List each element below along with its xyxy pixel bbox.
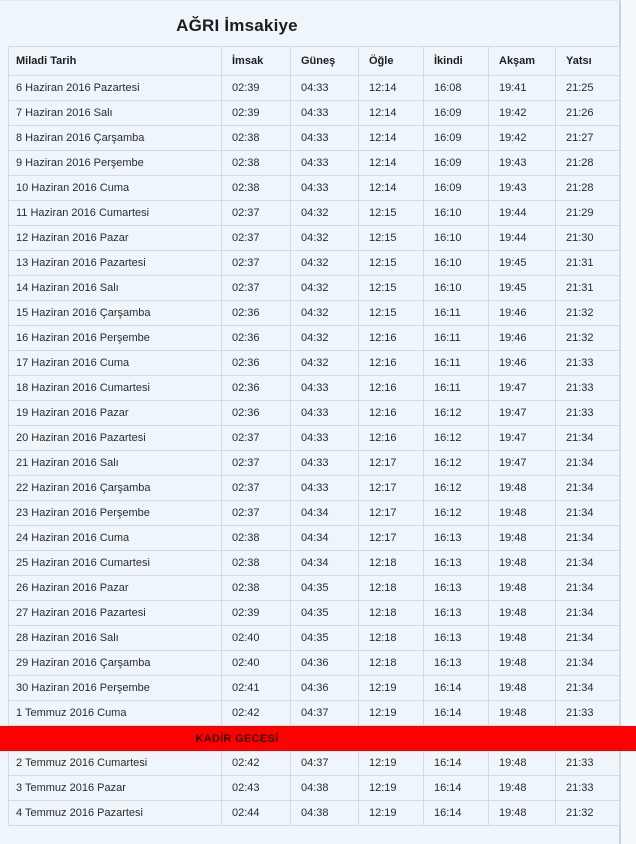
time-cell: 19:43: [489, 176, 556, 201]
time-cell: 21:34: [556, 626, 620, 651]
time-cell: 12:14: [359, 151, 424, 176]
time-cell: 19:44: [489, 201, 556, 226]
time-cell: 16:13: [424, 576, 489, 601]
column-header: Güneş: [291, 47, 359, 76]
column-header: İmsak: [222, 47, 291, 76]
time-cell: 19:48: [489, 701, 556, 726]
time-cell: 02:39: [222, 601, 291, 626]
date-cell: 30 Haziran 2016 Perşembe: [9, 676, 222, 701]
time-cell: 21:34: [556, 426, 620, 451]
time-cell: 04:33: [291, 426, 359, 451]
time-cell: 02:40: [222, 651, 291, 676]
time-cell: 19:44: [489, 226, 556, 251]
time-cell: 02:38: [222, 176, 291, 201]
time-cell: 12:16: [359, 351, 424, 376]
time-cell: 16:13: [424, 551, 489, 576]
time-cell: 16:12: [424, 476, 489, 501]
table-header-row: [9, 47, 620, 76]
time-cell: 04:35: [291, 576, 359, 601]
time-cell: 04:38: [291, 776, 359, 801]
time-cell: 12:18: [359, 601, 424, 626]
time-cell: 16:10: [424, 251, 489, 276]
time-cell: 16:11: [424, 376, 489, 401]
time-cell: 21:25: [556, 76, 620, 101]
time-cell: 12:18: [359, 626, 424, 651]
time-cell: 02:42: [222, 751, 291, 776]
time-cell: 04:37: [291, 701, 359, 726]
time-cell: 02:38: [222, 526, 291, 551]
time-cell: 02:42: [222, 701, 291, 726]
date-cell: 20 Haziran 2016 Pazartesi: [9, 426, 222, 451]
time-cell: 12:19: [359, 701, 424, 726]
table-row: [9, 226, 620, 251]
time-cell: 21:26: [556, 101, 620, 126]
time-cell: 19:48: [489, 476, 556, 501]
time-cell: 21:34: [556, 551, 620, 576]
time-cell: 04:33: [291, 451, 359, 476]
time-cell: 19:42: [489, 126, 556, 151]
time-cell: 16:10: [424, 201, 489, 226]
table-row: [9, 276, 620, 301]
time-cell: 02:37: [222, 426, 291, 451]
time-cell: 16:12: [424, 426, 489, 451]
table-row: [9, 201, 620, 226]
time-cell: 21:30: [556, 226, 620, 251]
table-row: [9, 801, 620, 826]
time-cell: 04:33: [291, 376, 359, 401]
table-row: [9, 551, 620, 576]
time-cell: 04:32: [291, 251, 359, 276]
time-cell: 21:34: [556, 576, 620, 601]
time-cell: 19:46: [489, 351, 556, 376]
time-cell: 04:37: [291, 751, 359, 776]
time-cell: 21:33: [556, 751, 620, 776]
time-cell: 16:10: [424, 276, 489, 301]
time-cell: 12:16: [359, 426, 424, 451]
time-cell: 02:37: [222, 276, 291, 301]
table-row: [9, 151, 620, 176]
time-cell: 16:12: [424, 501, 489, 526]
time-cell: 21:34: [556, 676, 620, 701]
time-cell: 02:37: [222, 251, 291, 276]
time-cell: 04:33: [291, 401, 359, 426]
time-cell: 04:33: [291, 126, 359, 151]
time-cell: 21:33: [556, 401, 620, 426]
time-cell: 02:39: [222, 76, 291, 101]
time-cell: 12:17: [359, 451, 424, 476]
date-cell: 3 Temmuz 2016 Pazar: [9, 776, 222, 801]
date-cell: 29 Haziran 2016 Çarşamba: [9, 651, 222, 676]
time-cell: 16:13: [424, 526, 489, 551]
time-cell: 19:46: [489, 301, 556, 326]
time-cell: 04:34: [291, 551, 359, 576]
table-row: [9, 326, 620, 351]
table-row: [9, 676, 620, 701]
time-cell: 19:41: [489, 76, 556, 101]
table-row: [9, 251, 620, 276]
time-cell: 21:34: [556, 526, 620, 551]
time-cell: 16:12: [424, 451, 489, 476]
date-cell: 8 Haziran 2016 Çarşamba: [9, 126, 222, 151]
time-cell: 19:47: [489, 376, 556, 401]
time-cell: 02:37: [222, 201, 291, 226]
date-cell: 21 Haziran 2016 Salı: [9, 451, 222, 476]
date-cell: 18 Haziran 2016 Cumartesi: [9, 376, 222, 401]
time-cell: 04:33: [291, 76, 359, 101]
column-header: Miladi Tarih: [9, 47, 222, 76]
time-cell: 16:11: [424, 351, 489, 376]
time-cell: 04:34: [291, 526, 359, 551]
time-cell: 02:37: [222, 226, 291, 251]
time-cell: 21:33: [556, 376, 620, 401]
time-cell: 21:34: [556, 501, 620, 526]
time-cell: 12:14: [359, 176, 424, 201]
time-cell: 04:32: [291, 276, 359, 301]
time-cell: 21:31: [556, 251, 620, 276]
time-cell: 19:48: [489, 751, 556, 776]
time-cell: 16:12: [424, 401, 489, 426]
time-cell: 02:39: [222, 101, 291, 126]
date-cell: 2 Temmuz 2016 Cumartesi: [9, 751, 222, 776]
date-cell: 27 Haziran 2016 Pazartesi: [9, 601, 222, 626]
time-cell: 21:32: [556, 301, 620, 326]
time-cell: 16:13: [424, 626, 489, 651]
time-cell: 21:33: [556, 776, 620, 801]
time-cell: 02:36: [222, 376, 291, 401]
time-cell: 02:36: [222, 301, 291, 326]
time-cell: 12:16: [359, 376, 424, 401]
date-cell: 14 Haziran 2016 Salı: [9, 276, 222, 301]
kadir-gecesi-banner: [0, 726, 636, 751]
time-cell: 16:11: [424, 326, 489, 351]
time-cell: 21:32: [556, 326, 620, 351]
time-cell: 02:37: [222, 501, 291, 526]
time-cell: 16:09: [424, 101, 489, 126]
time-cell: 02:41: [222, 676, 291, 701]
table-row: [9, 526, 620, 551]
time-cell: 02:37: [222, 451, 291, 476]
title-bar: [0, 1, 474, 46]
date-cell: 26 Haziran 2016 Pazar: [9, 576, 222, 601]
date-cell: 11 Haziran 2016 Cumartesi: [9, 201, 222, 226]
time-cell: 16:14: [424, 751, 489, 776]
time-cell: 02:36: [222, 326, 291, 351]
time-cell: 02:40: [222, 626, 291, 651]
time-cell: 02:37: [222, 476, 291, 501]
date-cell: 24 Haziran 2016 Cuma: [9, 526, 222, 551]
time-cell: 21:34: [556, 451, 620, 476]
date-cell: 28 Haziran 2016 Salı: [9, 626, 222, 651]
time-cell: 12:16: [359, 326, 424, 351]
time-cell: 12:17: [359, 526, 424, 551]
time-cell: 04:34: [291, 501, 359, 526]
date-cell: 23 Haziran 2016 Perşembe: [9, 501, 222, 526]
column-header: Akşam: [489, 47, 556, 76]
table-row: [9, 176, 620, 201]
time-cell: 19:48: [489, 801, 556, 826]
time-cell: 12:15: [359, 301, 424, 326]
time-cell: 19:45: [489, 251, 556, 276]
time-cell: 19:48: [489, 601, 556, 626]
date-cell: 16 Haziran 2016 Perşembe: [9, 326, 222, 351]
date-cell: 13 Haziran 2016 Pazartesi: [9, 251, 222, 276]
table-row: [9, 376, 620, 401]
time-cell: 04:36: [291, 676, 359, 701]
time-cell: 19:48: [489, 676, 556, 701]
date-cell: 12 Haziran 2016 Pazar: [9, 226, 222, 251]
time-cell: 12:16: [359, 401, 424, 426]
time-cell: 02:44: [222, 801, 291, 826]
table-row: [9, 751, 620, 776]
time-cell: 12:15: [359, 201, 424, 226]
time-cell: 02:43: [222, 776, 291, 801]
date-cell: 25 Haziran 2016 Cumartesi: [9, 551, 222, 576]
date-cell: 10 Haziran 2016 Cuma: [9, 176, 222, 201]
time-cell: 12:14: [359, 76, 424, 101]
time-cell: 19:48: [489, 551, 556, 576]
time-cell: 02:38: [222, 151, 291, 176]
time-cell: 04:36: [291, 651, 359, 676]
date-cell: 1 Temmuz 2016 Cuma: [9, 701, 222, 726]
time-cell: 16:14: [424, 676, 489, 701]
time-cell: 02:36: [222, 351, 291, 376]
date-cell: 15 Haziran 2016 Çarşamba: [9, 301, 222, 326]
time-cell: 02:38: [222, 576, 291, 601]
time-cell: 16:14: [424, 776, 489, 801]
time-cell: 04:35: [291, 601, 359, 626]
time-cell: 19:48: [489, 576, 556, 601]
date-cell: 4 Temmuz 2016 Pazartesi: [9, 801, 222, 826]
time-cell: 19:47: [489, 451, 556, 476]
time-cell: 12:19: [359, 751, 424, 776]
time-cell: 21:33: [556, 701, 620, 726]
time-cell: 16:09: [424, 176, 489, 201]
table-row: [9, 601, 620, 626]
time-cell: 21:31: [556, 276, 620, 301]
time-cell: 21:29: [556, 201, 620, 226]
time-cell: 16:09: [424, 151, 489, 176]
time-cell: 04:32: [291, 201, 359, 226]
time-cell: 12:19: [359, 801, 424, 826]
table-row: [9, 501, 620, 526]
time-cell: 02:38: [222, 551, 291, 576]
time-cell: 12:18: [359, 551, 424, 576]
table-row: [9, 101, 620, 126]
date-cell: 9 Haziran 2016 Perşembe: [9, 151, 222, 176]
time-cell: 04:38: [291, 801, 359, 826]
table-body: [9, 76, 620, 826]
time-cell: 21:34: [556, 651, 620, 676]
time-cell: 19:48: [489, 626, 556, 651]
date-cell: 17 Haziran 2016 Cuma: [9, 351, 222, 376]
time-cell: 21:28: [556, 151, 620, 176]
table-row: [9, 576, 620, 601]
time-cell: 19:47: [489, 401, 556, 426]
time-cell: 19:43: [489, 151, 556, 176]
table-row: [9, 76, 620, 101]
date-cell: 22 Haziran 2016 Çarşamba: [9, 476, 222, 501]
time-cell: 12:19: [359, 776, 424, 801]
time-cell: 19:42: [489, 101, 556, 126]
time-cell: 02:38: [222, 126, 291, 151]
time-cell: 04:32: [291, 301, 359, 326]
date-cell: 6 Haziran 2016 Pazartesi: [9, 76, 222, 101]
time-cell: 21:32: [556, 801, 620, 826]
time-cell: 21:34: [556, 476, 620, 501]
time-cell: 19:48: [489, 776, 556, 801]
date-cell: 7 Haziran 2016 Salı: [9, 101, 222, 126]
time-cell: 16:10: [424, 226, 489, 251]
kadir-gecesi-label: KADİR GECESİ: [195, 732, 279, 745]
table-row: [9, 401, 620, 426]
time-cell: 21:33: [556, 351, 620, 376]
time-cell: 16:14: [424, 701, 489, 726]
page-title: AĞRI İmsakiye: [176, 15, 298, 35]
time-cell: 12:14: [359, 126, 424, 151]
date-cell: 19 Haziran 2016 Pazar: [9, 401, 222, 426]
time-cell: 04:35: [291, 626, 359, 651]
time-cell: 12:15: [359, 276, 424, 301]
prayer-times-table: [8, 46, 621, 826]
time-cell: 16:14: [424, 801, 489, 826]
column-header: İkindi: [424, 47, 489, 76]
time-cell: 04:32: [291, 226, 359, 251]
time-cell: 19:45: [489, 276, 556, 301]
time-cell: 04:33: [291, 476, 359, 501]
table-row: [9, 476, 620, 501]
time-cell: 12:17: [359, 501, 424, 526]
time-cell: 12:14: [359, 101, 424, 126]
time-cell: 19:48: [489, 651, 556, 676]
table-row: [9, 776, 620, 801]
time-cell: 04:32: [291, 326, 359, 351]
time-cell: 04:33: [291, 101, 359, 126]
time-cell: 19:48: [489, 501, 556, 526]
time-cell: 04:32: [291, 351, 359, 376]
time-cell: 16:13: [424, 601, 489, 626]
time-cell: 12:17: [359, 476, 424, 501]
table-row: [9, 426, 620, 451]
time-cell: 21:28: [556, 176, 620, 201]
column-header: Yatsı: [556, 47, 620, 76]
time-cell: 12:18: [359, 651, 424, 676]
time-cell: 12:15: [359, 251, 424, 276]
time-cell: 21:34: [556, 601, 620, 626]
time-cell: 12:18: [359, 576, 424, 601]
table-row: [9, 301, 620, 326]
table-row: [9, 126, 620, 151]
time-cell: 04:33: [291, 176, 359, 201]
time-cell: 04:33: [291, 151, 359, 176]
time-cell: 21:27: [556, 126, 620, 151]
time-cell: 19:48: [489, 526, 556, 551]
table-row: [9, 651, 620, 676]
time-cell: 16:11: [424, 301, 489, 326]
table-row: [9, 701, 620, 726]
table-row: [9, 351, 620, 376]
time-cell: 19:47: [489, 426, 556, 451]
column-header: Öğle: [359, 47, 424, 76]
time-cell: 16:13: [424, 651, 489, 676]
time-cell: 16:09: [424, 126, 489, 151]
table-row: [9, 451, 620, 476]
time-cell: 02:36: [222, 401, 291, 426]
time-cell: 19:46: [489, 326, 556, 351]
time-cell: 12:19: [359, 676, 424, 701]
time-cell: 16:08: [424, 76, 489, 101]
table-row: [9, 626, 620, 651]
time-cell: 12:15: [359, 226, 424, 251]
